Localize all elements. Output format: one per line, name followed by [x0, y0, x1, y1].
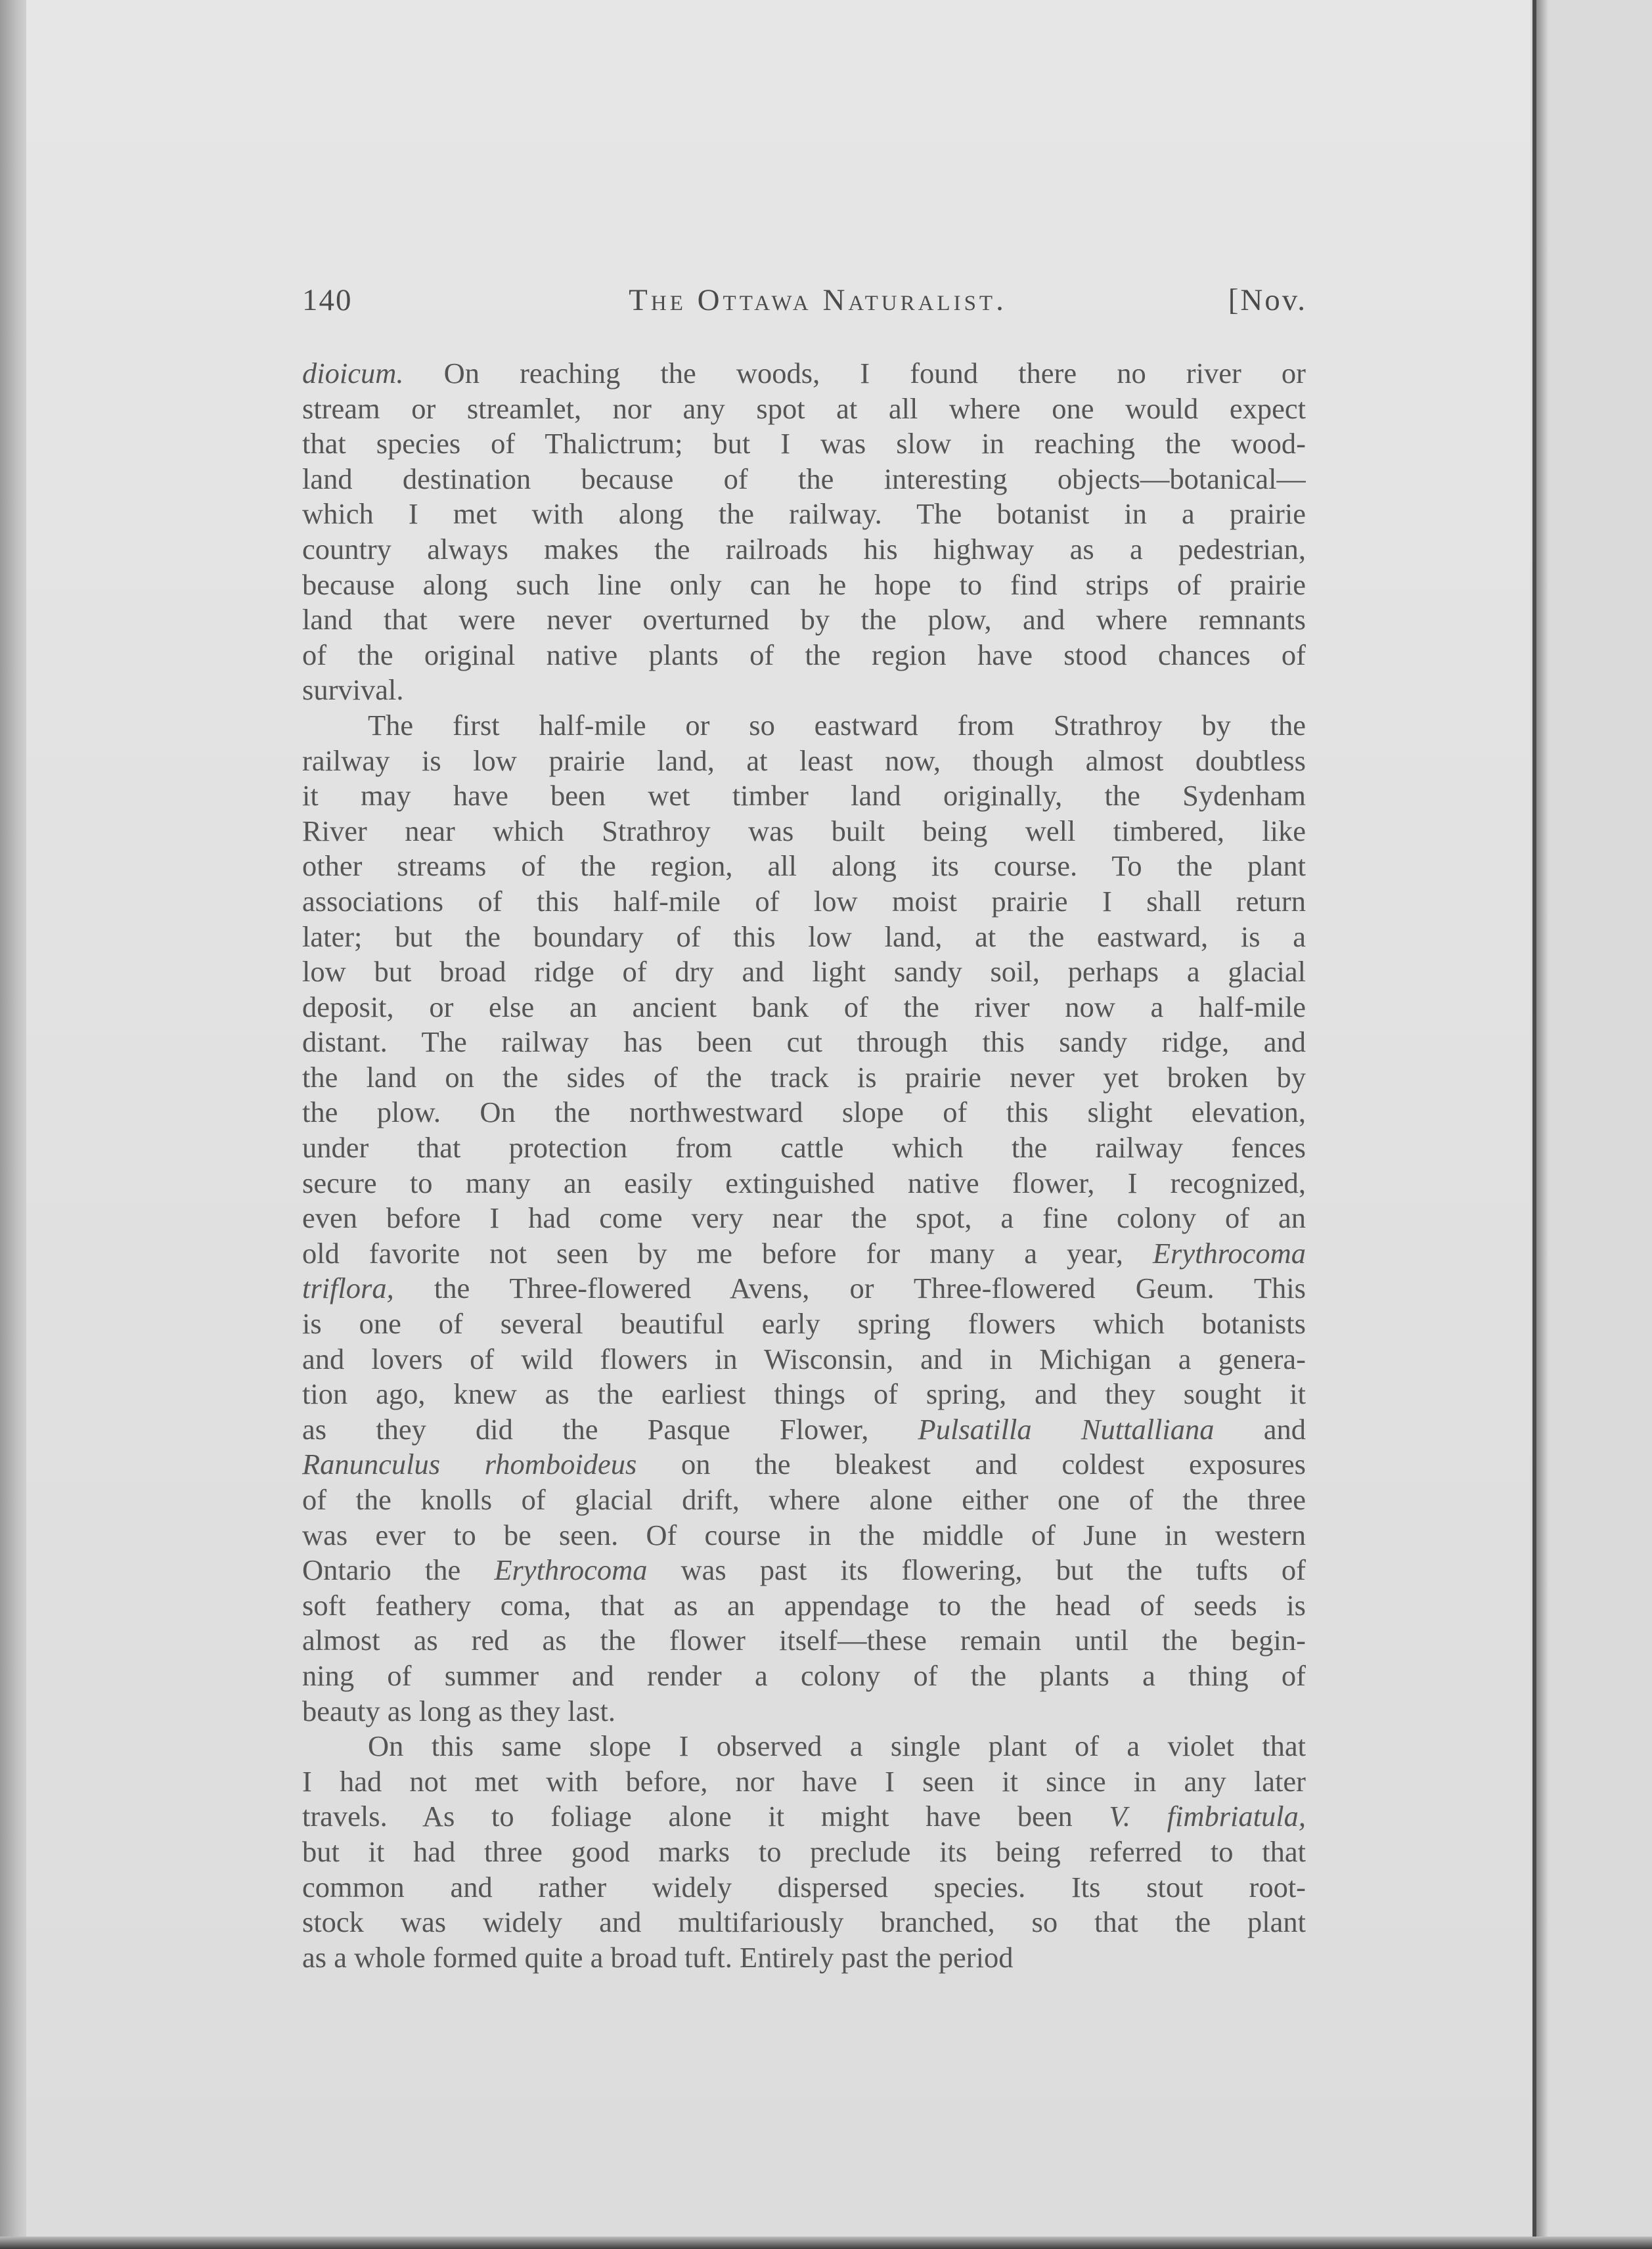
- page-fold-shadow: [1536, 0, 1548, 2249]
- text-line: [302, 1553, 1306, 1588]
- italic-term: dioicum.: [302, 357, 404, 390]
- paragraph: [302, 708, 1306, 1729]
- text-line: [302, 1588, 1306, 1624]
- text-run: the Three-flowered Avens, or Three-flowered Geum. This: [393, 1272, 1306, 1305]
- text-line: [302, 814, 1306, 849]
- text-line: [302, 568, 1306, 603]
- text-run: almost as red as the flower itself—these remain until the begin-: [302, 1624, 1306, 1657]
- text-run: the plow. On the northwestward slope of this slight elevation,: [302, 1096, 1306, 1129]
- paragraph: [302, 1729, 1306, 1975]
- italic-term: Erythrocoma: [494, 1553, 648, 1587]
- text-line: [302, 1201, 1306, 1236]
- text-line: [302, 602, 1306, 638]
- text-run: as they did the Pasque Flower,: [302, 1412, 918, 1446]
- text-run: stream or streamlet, nor any spot at all where one would expect: [302, 391, 1306, 425]
- text-line: [302, 1025, 1306, 1060]
- text-line: [302, 1377, 1306, 1412]
- text-line: [302, 1412, 1306, 1448]
- text-line: [302, 1482, 1306, 1518]
- italic-term: triflora,: [302, 1272, 394, 1305]
- text-line: [302, 1940, 1306, 1976]
- text-run: ning of summer and render a colony of the plants a thing of: [302, 1659, 1306, 1692]
- text-run: beauty as long as they last.: [302, 1694, 616, 1727]
- text-line: [302, 954, 1306, 990]
- page-number: 140: [302, 283, 353, 317]
- text-line: [302, 1694, 1306, 1729]
- text-line: [302, 778, 1306, 814]
- scan-left-margin: [0, 0, 26, 2249]
- text-run: which I met with along the railway. The botanist in a prairie: [302, 497, 1306, 531]
- text-run: distant. The railway has been cut through this sandy ridge, and: [302, 1025, 1306, 1059]
- text-run: soft feathery coma, that as an appendage to the head of seeds is: [302, 1588, 1306, 1622]
- text-run: and lovers of wild flowers in Wisconsin, and in Michigan a genera-: [302, 1342, 1306, 1375]
- text-run: as a whole formed quite a broad tuft. Entirely past the period: [302, 1940, 1014, 1974]
- text-run: associations of this half-mile of low moist prairie I shall return: [302, 884, 1306, 918]
- text-line: [302, 1659, 1306, 1694]
- text-run: deposit, or else an ancient bank of the river now a half-mile: [302, 990, 1306, 1023]
- italic-term: V. fimbriatula,: [1109, 1800, 1306, 1833]
- text-line: [302, 849, 1306, 884]
- text-run: the land on the sides of the track is prairie never yet broken by: [302, 1060, 1306, 1094]
- text-line: [302, 673, 1306, 708]
- text-run: land that were never overturned by the plow, and where remnants: [302, 603, 1306, 636]
- text-run: is one of several beautiful early spring flowers which botanists: [302, 1307, 1306, 1341]
- text-line: [302, 708, 1306, 744]
- text-line: [302, 1835, 1306, 1870]
- paragraph: [302, 356, 1306, 708]
- text-run: I had not met with before, nor have I seen it since in any later: [302, 1764, 1306, 1798]
- text-run: later; but the boundary of this low land, at the eastward, is a: [302, 920, 1306, 953]
- text-run: was ever to be seen. Of course in the middle of June in western: [302, 1518, 1306, 1551]
- text-line: [302, 1342, 1306, 1377]
- text-line: [302, 1130, 1306, 1166]
- text-line: [302, 462, 1306, 497]
- text-run: old favorite not seen by me before for many a year,: [302, 1236, 1153, 1270]
- text-line: [302, 497, 1306, 532]
- text-line: [302, 1447, 1306, 1482]
- text-run: low but broad ridge of dry and light sandy soil, perhaps a glacial: [302, 955, 1306, 989]
- text-run: but it had three good marks to preclude its being referred to that: [302, 1835, 1306, 1868]
- article-body: [302, 356, 1306, 1975]
- text-run: travels. As to foliage alone it might have been: [302, 1800, 1109, 1833]
- text-line: [302, 391, 1306, 427]
- text-run: other streams of the region, all along its course. To the plant: [302, 849, 1306, 883]
- text-line: [302, 1518, 1306, 1553]
- journal-title: The Ottawa Naturalist.: [629, 283, 1007, 317]
- scan-bottom-edge: [0, 2237, 1652, 2249]
- text-line: [302, 1060, 1306, 1096]
- text-run: even before I had come very near the spot, a fine colony of an: [302, 1201, 1306, 1235]
- text-line: [302, 1166, 1306, 1201]
- text-line: [302, 1306, 1306, 1342]
- text-line: [302, 1095, 1306, 1130]
- text-run: of the original native plants of the region have stood chances of: [302, 638, 1306, 671]
- text-run: and: [1214, 1412, 1306, 1446]
- text-line: [302, 884, 1306, 920]
- running-head: [302, 282, 1307, 328]
- text-run: that species of Thalictrum; but I was slow in reaching the wood-: [302, 427, 1306, 460]
- italic-term: Pulsatilla Nuttalliana: [918, 1412, 1215, 1446]
- text-run: On this same slope I observed a single plant of a violet that: [368, 1729, 1306, 1763]
- facing-page-edge: [1530, 0, 1652, 2249]
- text-run: survival.: [302, 673, 404, 707]
- text-run: on the bleakest and coldest exposures: [636, 1448, 1306, 1481]
- text-run: railway is low prairie land, at least now, though almost doubtless: [302, 744, 1306, 777]
- text-line: [302, 1236, 1306, 1272]
- text-run: tion ago, knew as the earliest things of spring, and they sought it: [302, 1377, 1306, 1411]
- text-run: because along such line only can he hope to find strips of prairie: [302, 568, 1306, 601]
- text-run: common and rather widely dispersed species. Its stout root-: [302, 1870, 1306, 1904]
- text-run: was past its flowering, but the tufts of: [647, 1553, 1306, 1587]
- text-run: it may have been wet timber land originally, the Sydenham: [302, 779, 1306, 813]
- text-line: [302, 356, 1306, 391]
- text-run: land destination because of the interesting objects—botanical—: [302, 462, 1306, 495]
- text-line: [302, 1271, 1306, 1306]
- italic-term: Ranunculus rhomboideus: [302, 1448, 637, 1481]
- text-line: [302, 1870, 1306, 1905]
- text-run: The first half-mile or so eastward from Strathroy by the: [368, 708, 1306, 742]
- text-line: [302, 744, 1306, 779]
- text-run: of the knolls of glacial drift, where alone either one of the three: [302, 1483, 1306, 1516]
- text-line: [302, 1799, 1306, 1835]
- text-line: [302, 1623, 1306, 1659]
- text-line: [302, 426, 1306, 462]
- text-run: On reaching the woods, I found there no river or: [403, 357, 1306, 390]
- text-line: [302, 1729, 1306, 1764]
- text-line: [302, 532, 1306, 568]
- text-run: country always makes the railroads his highway as a pedestrian,: [302, 532, 1306, 566]
- text-run: River near which Strathroy was built being well timbered, like: [302, 814, 1306, 847]
- text-line: [302, 638, 1306, 673]
- text-run: under that protection from cattle which the railway fences: [302, 1131, 1306, 1165]
- text-run: secure to many an easily extinguished native flower, I recognized,: [302, 1166, 1306, 1199]
- text-line: [302, 920, 1306, 955]
- issue-label: [Nov.: [1228, 283, 1307, 317]
- italic-term: Erythrocoma: [1152, 1236, 1306, 1270]
- text-line: [302, 1905, 1306, 1940]
- text-run: Ontario the: [302, 1553, 495, 1587]
- text-run: stock was widely and multifariously branched, so that the plant: [302, 1905, 1306, 1939]
- text-line: [302, 1764, 1306, 1800]
- text-line: [302, 990, 1306, 1025]
